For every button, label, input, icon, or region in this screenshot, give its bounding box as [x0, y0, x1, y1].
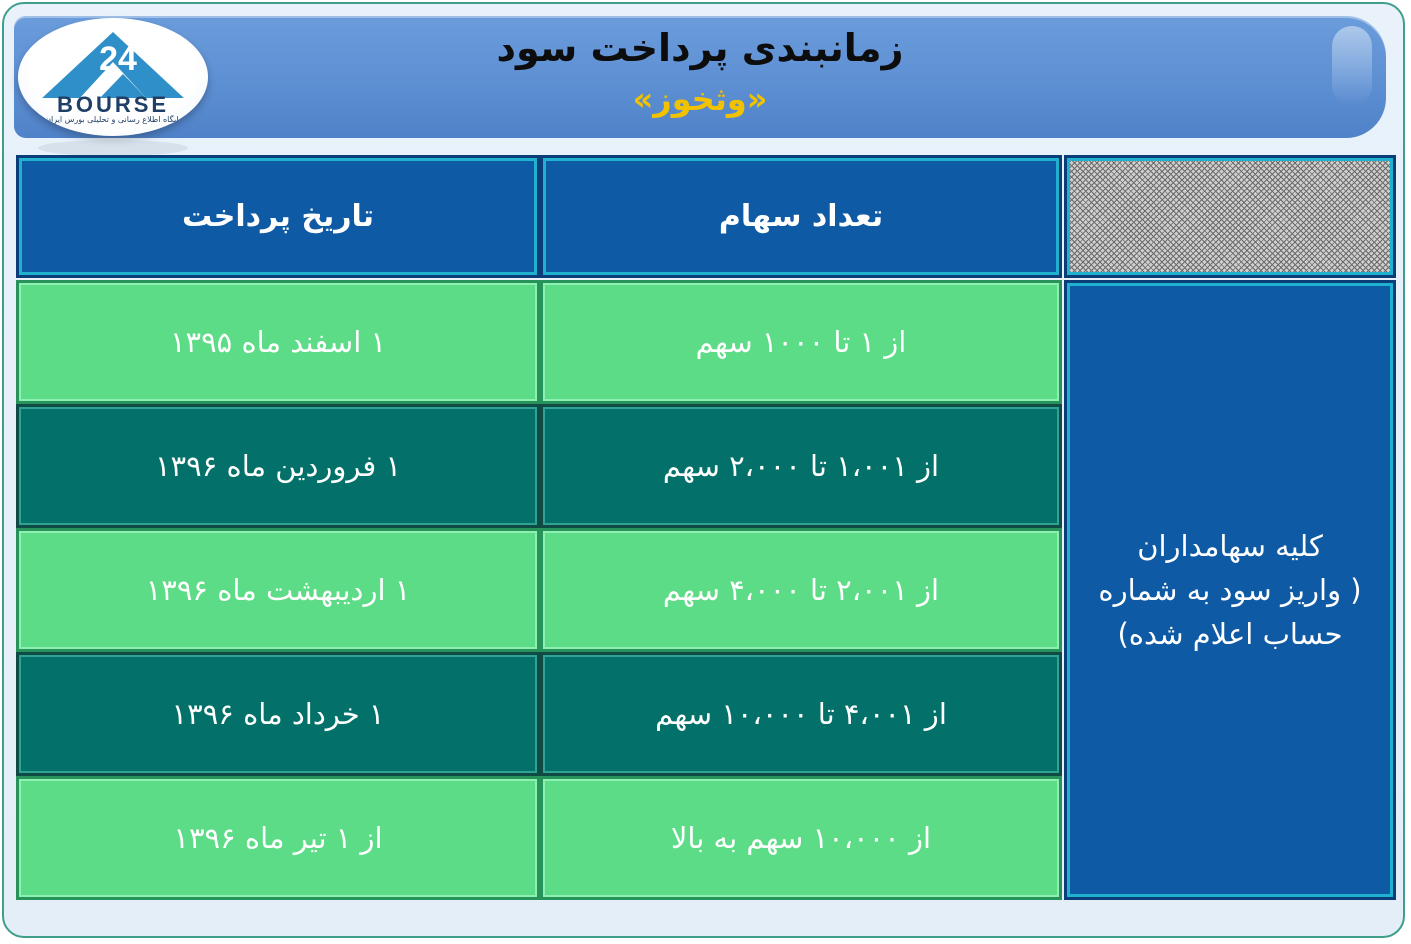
column-header-shares: تعداد سهام [540, 155, 1062, 278]
logo-number: 24 [99, 40, 137, 78]
row-3-date: ۱ اردیبهشت ماه ۱۳۹۶ [16, 528, 540, 652]
row-2-shares: از ۱،۰۰۱ تا ۲،۰۰۰ سهم [540, 404, 1062, 528]
bourse24-logo [18, 18, 208, 136]
row-1-date: ۱ اسفند ماه ۱۳۹۵ [16, 280, 540, 404]
column-header-payment-date: تاریخ پرداخت [16, 155, 540, 278]
row-4-date: ۱ خرداد ماه ۱۳۹۶ [16, 652, 540, 776]
logo-reflection [38, 140, 188, 156]
page-subtitle: «وثخوز» [632, 80, 768, 118]
side-line-2: ( واریز سود به شماره [1098, 573, 1362, 607]
side-line-1: کلیه سهامداران [1137, 529, 1323, 563]
row-5-date: از ۱ تیر ماه ۱۳۹۶ [16, 776, 540, 900]
row-5-shares: از ۱۰،۰۰۰ سهم به بالا [540, 776, 1062, 900]
hatched-corner-cell [1064, 155, 1396, 278]
page-title: زمانبندی پرداخت سود [496, 26, 904, 70]
row-4-shares: از ۴،۰۰۱ تا ۱۰،۰۰۰ سهم [540, 652, 1062, 776]
row-3-shares: از ۲،۰۰۱ تا ۴،۰۰۰ سهم [540, 528, 1062, 652]
logo-wordmark: BOURSE [56, 92, 170, 117]
row-1-shares: از ۱ تا ۱۰۰۰ سهم [540, 280, 1062, 404]
side-line-3: حساب اعلام شده) [1117, 617, 1343, 651]
all-shareholders-cell [1064, 280, 1396, 900]
row-2-date: ۱ فروردین ماه ۱۳۹۶ [16, 404, 540, 528]
banner-shine [1332, 26, 1372, 106]
logo-tagline: پایگاه اطلاع رسانی و تحلیلی بورس ایران [45, 115, 181, 124]
